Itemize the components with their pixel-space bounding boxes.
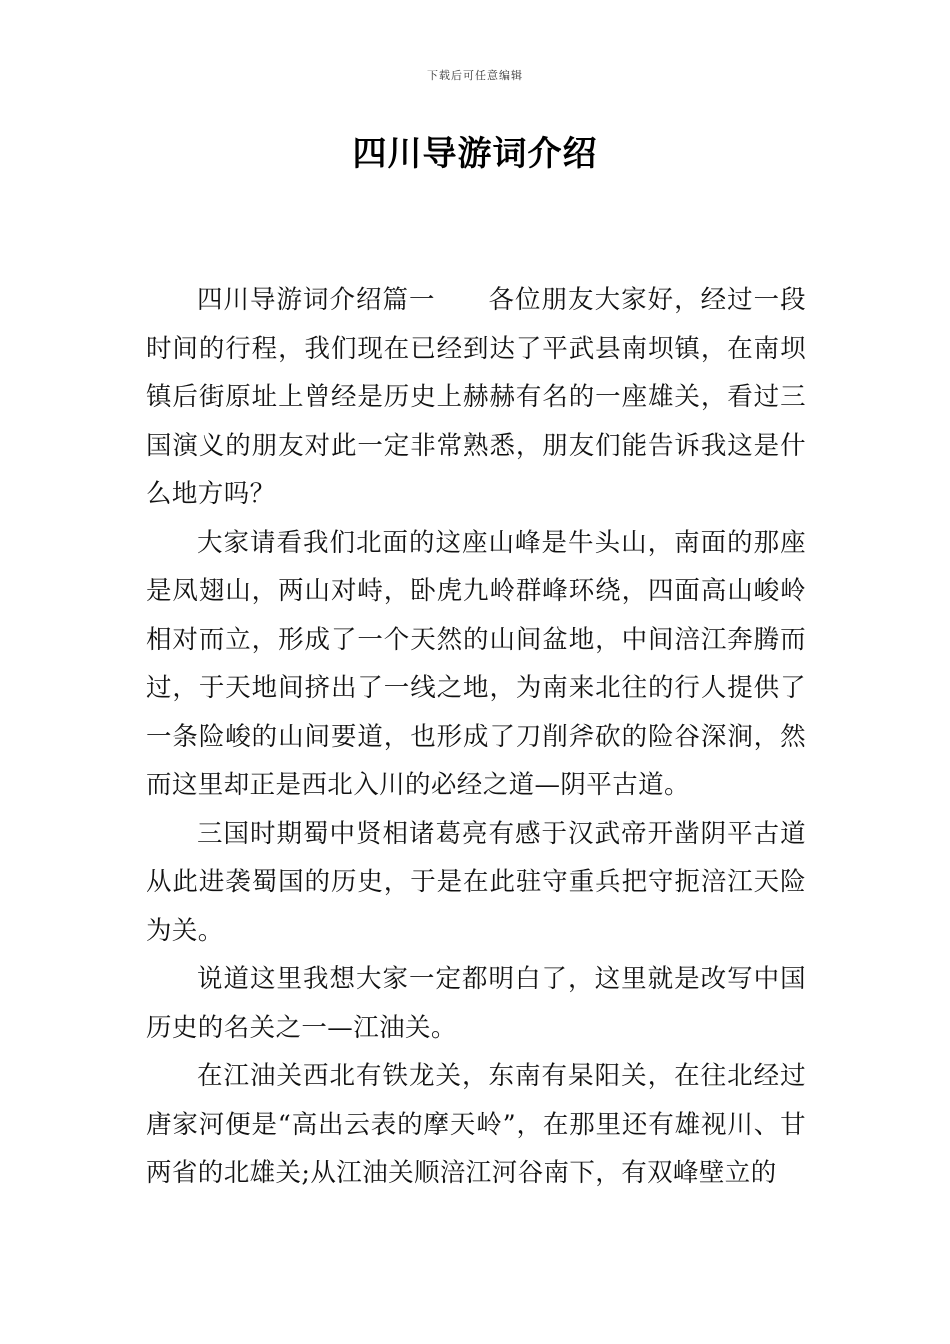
- document-body: [146, 276, 806, 1198]
- document-title: 四川导游词介绍: [352, 134, 598, 174]
- paragraph: 在江油关西北有铁龙关，东南有杲阳关，在往北经过唐家河便是“高出云表的摩天岭”，在那里还有雄视川、甘两省的北雄关;从江油关顺涪江河谷南下，有双峰壁立的: [146, 1061, 806, 1188]
- paragraph: 三国时期蜀中贤相诸葛亮有感于汉武帝开凿阴平古道从此进袭蜀国的历史，于是在此驻守重兵把守扼涪江天险为关。: [146, 818, 806, 946]
- paragraph: 说道这里我想大家一定都明白了，这里就是改写中国历史的名关之一—江油关。: [146, 964, 806, 1043]
- paragraph: 大家请看我们北面的这座山峰是牛头山，南面的那座是凤翅山，两山对峙，卧虎九岭群峰环绕，四面高山峻岭相对而立，形成了一个天然的山间盆地，中间涪江奔腾而过，于天地间挤出了一线之地，为南来北往的行人提供了一条险峻的山间要道，也形成了刀削斧砍的险谷深涧，然而这里却正是西北入川的必经之道—阴平古道。: [146, 527, 806, 800]
- paragraph: 四川导游词介绍篇一 各位朋友大家好，经过一段时间的行程，我们现在已经到达了平武县南坝镇，在南坝镇后街原址上曾经是历史上赫赫有名的一座雄关，看过三国演义的朋友对此一定非常熟悉，朋友们能告诉我这是什么地方吗？: [146, 285, 806, 509]
- header-note: 下载后可任意编辑: [427, 69, 523, 82]
